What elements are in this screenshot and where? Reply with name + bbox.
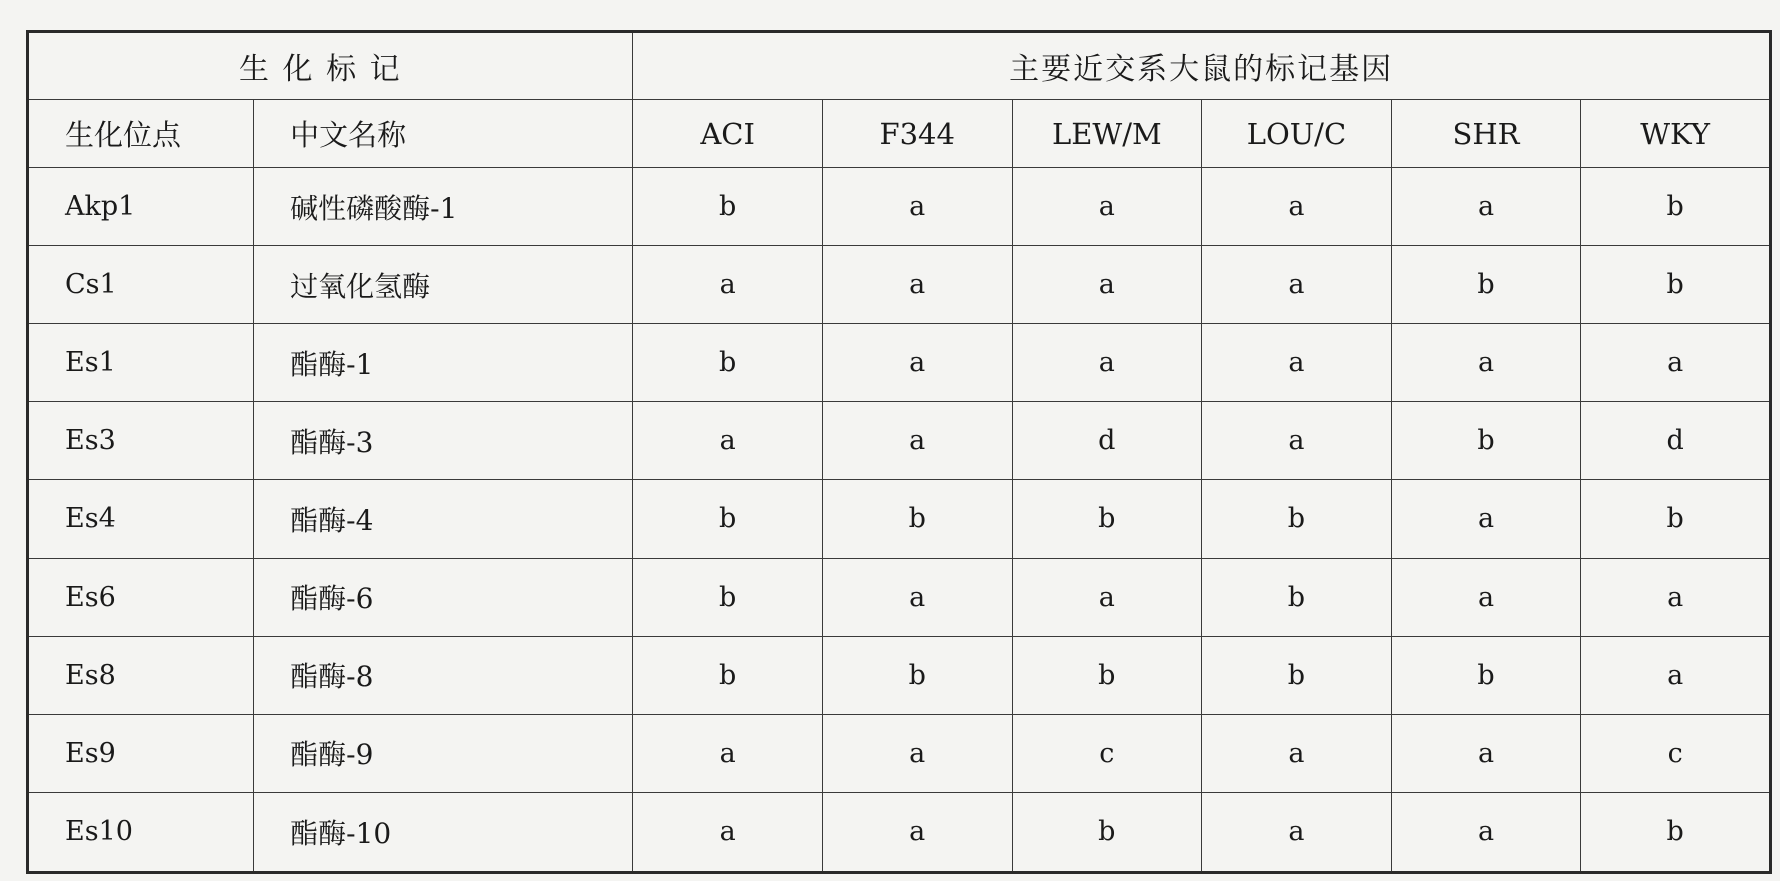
gene-cell: c	[1012, 714, 1202, 792]
gene-cell: a	[1202, 792, 1392, 872]
gene-cell: d	[1581, 402, 1771, 480]
column-header-row	[28, 100, 1771, 168]
gene-cell: b	[633, 558, 823, 636]
gene-cell: b	[1581, 246, 1771, 324]
table-body	[28, 168, 1771, 873]
gene-cell: b	[1012, 480, 1202, 558]
gene-cell: a	[1202, 246, 1392, 324]
chinese-name-cell: 酯酶-9	[254, 714, 633, 792]
gene-cell: a	[1012, 558, 1202, 636]
strain-header-f344: F344	[822, 100, 1012, 168]
table-row	[28, 714, 1771, 792]
strain-header-shr: SHR	[1391, 100, 1581, 168]
gene-cell: a	[822, 324, 1012, 402]
gene-cell: b	[1202, 636, 1392, 714]
locus-cell: Es8	[28, 636, 254, 714]
chinese-name-cell: 酯酶-3	[254, 402, 633, 480]
table-row	[28, 246, 1771, 324]
gene-cell: a	[1012, 324, 1202, 402]
gene-cell: a	[1391, 168, 1581, 246]
gene-cell: a	[822, 246, 1012, 324]
table-row	[28, 558, 1771, 636]
marker-gene-table-container	[26, 30, 1772, 874]
gene-cell: a	[633, 714, 823, 792]
chinese-name-header: 中文名称	[254, 100, 633, 168]
locus-cell: Es3	[28, 402, 254, 480]
gene-cell: c	[1581, 714, 1771, 792]
gene-cell: b	[633, 636, 823, 714]
locus-cell: Cs1	[28, 246, 254, 324]
gene-cell: b	[633, 168, 823, 246]
gene-cell: b	[822, 480, 1012, 558]
gene-cell: a	[1391, 558, 1581, 636]
locus-header: 生化位点	[28, 100, 254, 168]
group-header-row	[28, 32, 1771, 100]
biochem-marker-header: 生 化 标 记	[28, 32, 633, 100]
strain-header-lew-m: LEW/M	[1012, 100, 1202, 168]
gene-cell: a	[1202, 168, 1392, 246]
chinese-name-cell: 过氧化氢酶	[254, 246, 633, 324]
gene-cell: a	[1202, 714, 1392, 792]
table-row	[28, 324, 1771, 402]
gene-cell: a	[1012, 246, 1202, 324]
gene-cell: b	[1581, 168, 1771, 246]
gene-cell: a	[633, 246, 823, 324]
locus-cell: Es9	[28, 714, 254, 792]
gene-cell: b	[822, 636, 1012, 714]
gene-cell: a	[633, 402, 823, 480]
gene-cell: b	[1391, 246, 1581, 324]
locus-cell: Akp1	[28, 168, 254, 246]
gene-cell: a	[1581, 636, 1771, 714]
gene-cell: b	[1012, 792, 1202, 872]
gene-cell: b	[1012, 636, 1202, 714]
gene-cell: a	[822, 792, 1012, 872]
strain-header-lou-c: LOU/C	[1202, 100, 1392, 168]
gene-cell: b	[633, 480, 823, 558]
locus-cell: Es10	[28, 792, 254, 872]
gene-cell: a	[822, 402, 1012, 480]
gene-cell: b	[633, 324, 823, 402]
gene-cell: b	[1391, 636, 1581, 714]
gene-cell: a	[1391, 792, 1581, 872]
gene-cell: b	[1391, 402, 1581, 480]
gene-cell: b	[1581, 480, 1771, 558]
gene-cell: a	[633, 792, 823, 872]
gene-cell: a	[1391, 324, 1581, 402]
gene-cell: b	[1581, 792, 1771, 872]
locus-cell: Es6	[28, 558, 254, 636]
gene-cell: a	[1202, 402, 1392, 480]
gene-cell: a	[1391, 480, 1581, 558]
gene-cell: a	[822, 168, 1012, 246]
gene-cell: a	[1012, 168, 1202, 246]
chinese-name-cell: 碱性磷酸酶-1	[254, 168, 633, 246]
chinese-name-cell: 酯酶-1	[254, 324, 633, 402]
marker-gene-table	[26, 30, 1772, 874]
table-row	[28, 636, 1771, 714]
gene-cell: b	[1202, 480, 1392, 558]
main-strains-header: 主要近交系大鼠的标记基因	[633, 32, 1771, 100]
chinese-name-cell: 酯酶-6	[254, 558, 633, 636]
table-row	[28, 792, 1771, 872]
gene-cell: a	[1581, 558, 1771, 636]
strain-header-aci: ACI	[633, 100, 823, 168]
gene-cell: a	[1391, 714, 1581, 792]
chinese-name-cell: 酯酶-8	[254, 636, 633, 714]
gene-cell: a	[1581, 324, 1771, 402]
locus-cell: Es4	[28, 480, 254, 558]
gene-cell: a	[822, 714, 1012, 792]
table-row	[28, 480, 1771, 558]
chinese-name-cell: 酯酶-4	[254, 480, 633, 558]
gene-cell: a	[1202, 324, 1392, 402]
chinese-name-cell: 酯酶-10	[254, 792, 633, 872]
gene-cell: d	[1012, 402, 1202, 480]
locus-cell: Es1	[28, 324, 254, 402]
strain-header-wky: WKY	[1581, 100, 1771, 168]
table-row	[28, 402, 1771, 480]
gene-cell: b	[1202, 558, 1392, 636]
gene-cell: a	[822, 558, 1012, 636]
table-row	[28, 168, 1771, 246]
